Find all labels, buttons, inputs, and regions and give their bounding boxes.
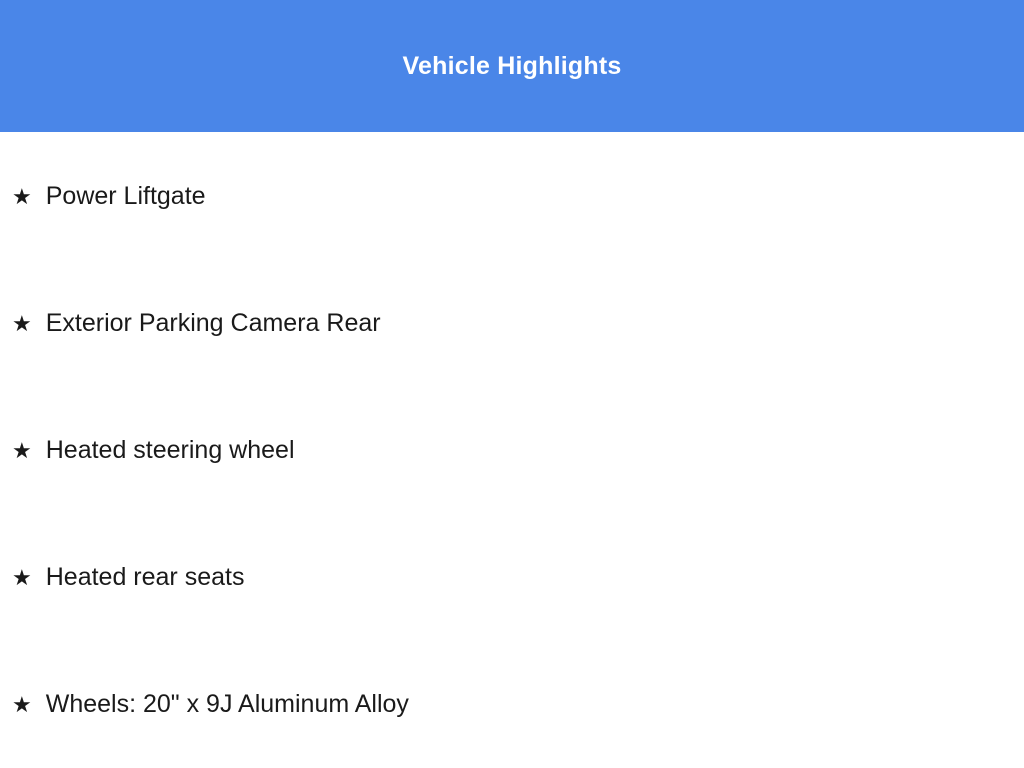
header-bar <box>0 0 1024 132</box>
highlight-label: Heated steering wheel <box>45 436 295 464</box>
star-icon: ★ <box>12 565 32 591</box>
highlight-list-item <box>0 132 1024 259</box>
highlight-list-item <box>0 514 1024 641</box>
highlight-label: Wheels: 20" x 9J Aluminum Alloy <box>45 690 409 719</box>
highlight-list-item <box>0 386 1024 513</box>
highlights-list <box>0 132 1024 768</box>
star-icon: ★ <box>12 310 32 336</box>
page-title: Vehicle Highlights <box>402 51 622 80</box>
highlight-label: Heated rear seats <box>45 563 245 592</box>
highlight-list-item <box>0 259 1024 386</box>
highlight-label: Exterior Parking Camera Rear <box>45 308 381 337</box>
highlight-label: Power Liftgate <box>45 181 206 210</box>
highlight-list-item <box>0 641 1024 768</box>
star-icon: ★ <box>12 438 32 463</box>
star-icon: ★ <box>12 183 32 209</box>
star-icon: ★ <box>12 692 32 718</box>
